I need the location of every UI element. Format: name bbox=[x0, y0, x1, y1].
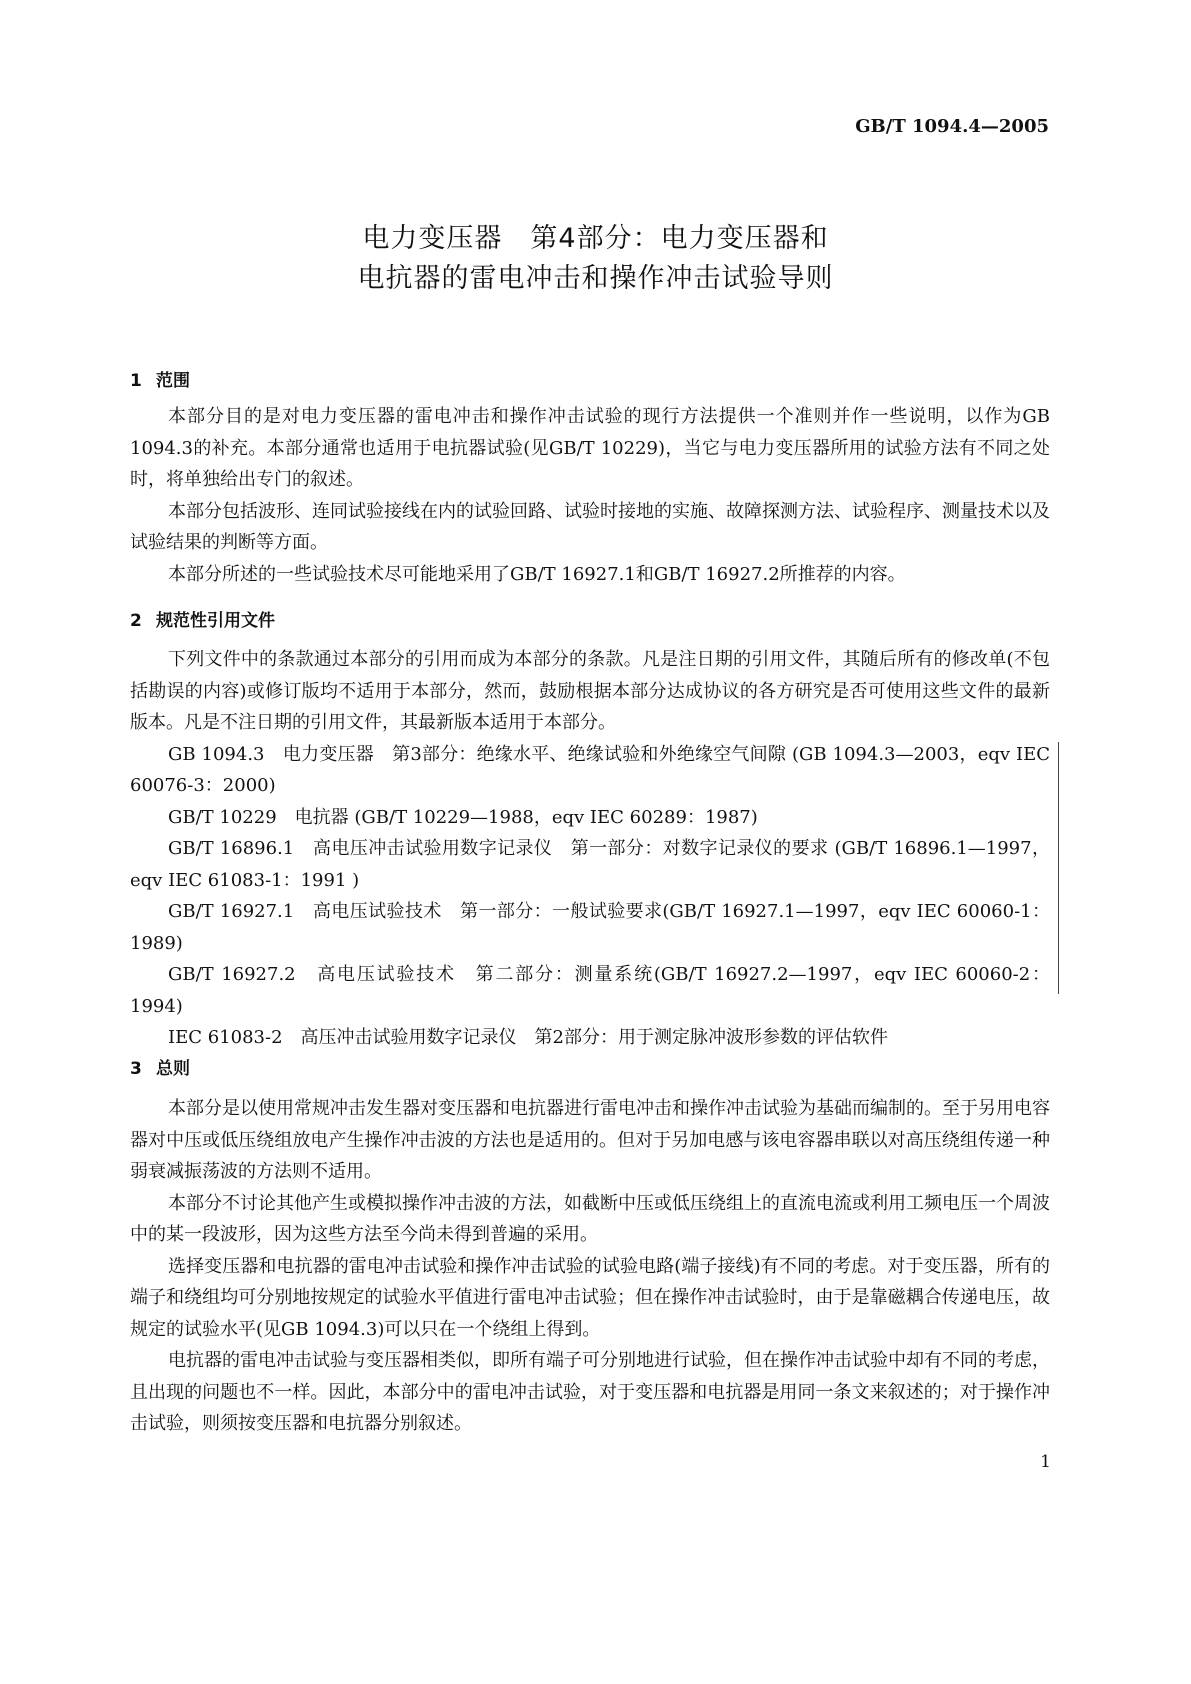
paragraph: 下列文件中的条款通过本部分的引用而成为本部分的条款。凡是注日期的引用文件，其随后所有的修改单(不包括勘误的内容)或修订版均不适用于本部分，然而，鼓励根据本部分达成协议的各方研究是否可使用这些文件的最新版本。凡是不注日期的引用文件，其最新版本适用于本部分。 bbox=[130, 649, 1050, 733]
reference-item: GB/T 16896.1 高电压冲击试验用数字记录仪 第一部分：对数字记录仪的要求 (GB/T 16896.1—1997，eqv IEC 61083-1：1991 ) bbox=[130, 838, 1050, 891]
paragraph: 本部分是以使用常规冲击发生器对变压器和电抗器进行雷电冲击和操作冲击试验为基础而编制的。至于另用电容器对中压或低压绕组放电产生操作冲击波的方法也是适用的。但对于另加电感与该电容器串联以对高压绕组传递一种弱衰减振荡波的方法则不适用。 bbox=[130, 1098, 1050, 1182]
section-heading-3: 3 总则 bbox=[130, 1059, 190, 1079]
standard-number: GB/T 1094.4—2005 bbox=[855, 116, 1049, 137]
title-line-2: 电抗器的雷电冲击和操作冲击试验导则 bbox=[357, 263, 834, 294]
section-heading-2: 2 规范性引用文件 bbox=[130, 611, 275, 631]
reference-item: GB/T 16927.1 高电压试验技术 第一部分：一般试验要求(GB/T 16927.1—1997，eqv IEC 60060-1：1989) bbox=[130, 901, 1050, 954]
paragraph: 选择变压器和电抗器的雷电冲击试验和操作冲击试验的试验电路(端子接线)有不同的考虑。对于变压器，所有的端子和绕组均可分别地按规定的试验水平值进行雷电冲击试验；但在操作冲击试验时，由于是靠磁耦合传递电压，故规定的试验水平(见GB 1094.3)可以只在一个绕组上得到。 bbox=[130, 1255, 1050, 1340]
section-2-body bbox=[130, 644, 1050, 1054]
title-line-1: 电力变压器 第4部分：电力变压器和 bbox=[362, 223, 829, 254]
paragraph: 电抗器的雷电冲击试验与变压器相类似，即所有端子可分别地进行试验，但在操作冲击试验中却有不同的考虑，且出现的问题也不一样。因此，本部分中的雷电冲击试验，对于变压器和电抗器是用同一条文来叙述的；对于操作冲击试验，则须按变压器和电抗器分别叙述。 bbox=[130, 1350, 1050, 1434]
section-heading-1: 1 范围 bbox=[130, 371, 190, 391]
paragraph: 本部分目的是对电力变压器的雷电冲击和操作冲击试验的现行方法提供一个准则并作一些说明，以作为GB 1094.3的补充。本部分通常也适用于电抗器试验(见GB/T 10229)，当它与电力变压器所用的试验方法有不同之处时，将单独给出专门的叙述。 bbox=[130, 406, 1050, 490]
change-bar bbox=[1058, 742, 1059, 994]
reference-item: IEC 61083-2 高压冲击试验用数字记录仪 第2部分：用于测定脉冲波形参数的评估软件 bbox=[168, 1027, 888, 1048]
paragraph: 本部分所述的一些试验技术尽可能地采用了GB/T 16927.1和GB/T 16927.2所推荐的内容。 bbox=[168, 563, 906, 585]
reference-item: GB/T 16927.2 高电压试验技术 第二部分：测量系统(GB/T 16927.2—1997，eqv IEC 60060-2：1994) bbox=[130, 964, 1050, 1017]
section-3-body bbox=[130, 1093, 1050, 1440]
page-number: 1 bbox=[1040, 1452, 1051, 1472]
reference-item: GB/T 10229 电抗器 (GB/T 10229—1988，eqv IEC 60289：1987) bbox=[168, 806, 758, 828]
paragraph: 本部分不讨论其他产生或模拟操作冲击波的方法，如截断中压或低压绕组上的直流电流或利用工频电压一个周波中的某一段波形，因为这些方法至今尚未得到普遍的采用。 bbox=[130, 1192, 1050, 1245]
section-1-body bbox=[130, 401, 1050, 590]
reference-item: GB 1094.3 电力变压器 第3部分：绝缘水平、绝缘试验和外绝缘空气间隙 (GB 1094.3—2003，eqv IEC 60076-3：2000) bbox=[130, 743, 1050, 796]
paragraph: 本部分包括波形、连同试验接线在内的试验回路、试验时接地的实施、故障探测方法、试验程序、测量技术以及试验结果的判断等方面。 bbox=[130, 500, 1050, 553]
